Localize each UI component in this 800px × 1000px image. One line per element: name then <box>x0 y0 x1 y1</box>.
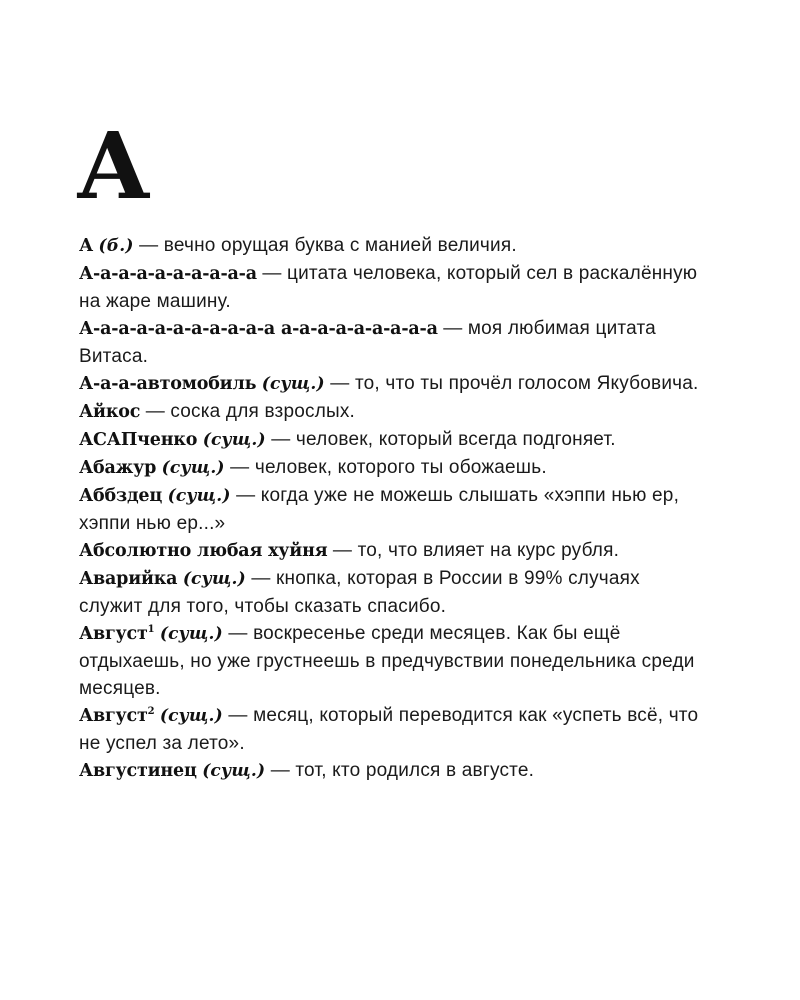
entry-avtomobil <box>79 370 699 398</box>
entry-term: А <box>79 236 94 256</box>
entry-term-text: Август <box>79 706 148 726</box>
entry-term <box>79 706 154 726</box>
entry-term: Айкос <box>79 402 141 422</box>
entry-term: Аварийка <box>79 569 178 589</box>
entry-definition: — вечно орущая буква с манией величия. <box>139 235 517 256</box>
entry-part-of-speech: (сущ.) <box>261 374 325 394</box>
entry-part-of-speech: (сущ.) <box>182 569 246 589</box>
entry-avgust-1 <box>79 620 699 702</box>
entry-term: Аббздец <box>79 486 163 506</box>
entry-definition: — тот, кто родился в августе. <box>270 760 535 781</box>
entry-term: А-а-а-а-а-а-а-а-а-а-а а-а-а-а-а-а-а-а-а <box>79 319 438 339</box>
entry-vitas <box>79 315 699 370</box>
entry-absolutno <box>79 537 699 565</box>
entry-term: Абажур <box>79 458 157 478</box>
entry-term: Абсолютно любая хуйня <box>79 541 328 561</box>
entry-term: А-а-а-автомобиль <box>79 374 257 394</box>
entry-term: АСАПченко <box>79 430 198 450</box>
entry-list <box>79 232 699 785</box>
entry-aaaa <box>79 260 699 315</box>
entry-definition: — месяц, который переводится как «успеть всё, что не успел за лето». <box>79 705 699 754</box>
entry-definition: — то, что влияет на курс рубля. <box>332 540 620 561</box>
entry-abbzdets <box>79 482 699 537</box>
entry-asapchenko <box>79 426 699 454</box>
entry-part-of-speech: (сущ.) <box>159 706 223 726</box>
entry-part-of-speech: (сущ.) <box>202 761 266 781</box>
entry-avariyka <box>79 565 699 620</box>
entry-part-of-speech: (сущ.) <box>161 458 225 478</box>
entry-definition: — человек, который всегда подгоняет. <box>271 429 616 450</box>
entry-abazhur <box>79 454 699 482</box>
entry-definition: — цитата человека, который сел в раскалённую на жаре машину. <box>79 263 698 312</box>
entry-definition: — соска для взрослых. <box>145 401 356 422</box>
entry-definition: — кнопка, которая в России в 99% случаях служит для того, чтобы сказать спасибо. <box>79 568 640 617</box>
entry-term-superscript: 2 <box>147 706 155 718</box>
entry-definition: — то, что ты прочёл голосом Якубовича. <box>330 373 699 394</box>
entry-a <box>79 232 699 260</box>
entry-term-superscript: 1 <box>147 624 155 636</box>
entry-avgust-2 <box>79 702 699 757</box>
entry-aikos <box>79 398 699 426</box>
entry-term: А-а-а-а-а-а-а-а-а-а <box>79 264 257 284</box>
entry-avgustinets <box>79 757 699 785</box>
entry-term-text: Август <box>79 624 148 644</box>
entry-term <box>79 624 154 644</box>
entry-term: Августинец <box>79 761 197 781</box>
entry-definition: — воскресенье среди месяцев. Как бы ещё отдыхаешь, но уже грустнеешь в предчувствии понедельника среди месяцев. <box>79 623 695 699</box>
entry-definition: — моя любимая цитата Витаса. <box>79 318 656 367</box>
entry-part-of-speech: (сущ.) <box>159 624 223 644</box>
entry-part-of-speech: (б.) <box>98 236 134 256</box>
entry-part-of-speech: (сущ.) <box>167 486 231 506</box>
section-letter-heading: А <box>76 112 150 220</box>
entry-part-of-speech: (сущ.) <box>202 430 266 450</box>
entry-definition: — человек, которого ты обожаешь. <box>230 457 547 478</box>
entry-definition: — когда уже не можешь слышать «хэппи нью ер, хэппи нью ер...» <box>79 485 680 534</box>
